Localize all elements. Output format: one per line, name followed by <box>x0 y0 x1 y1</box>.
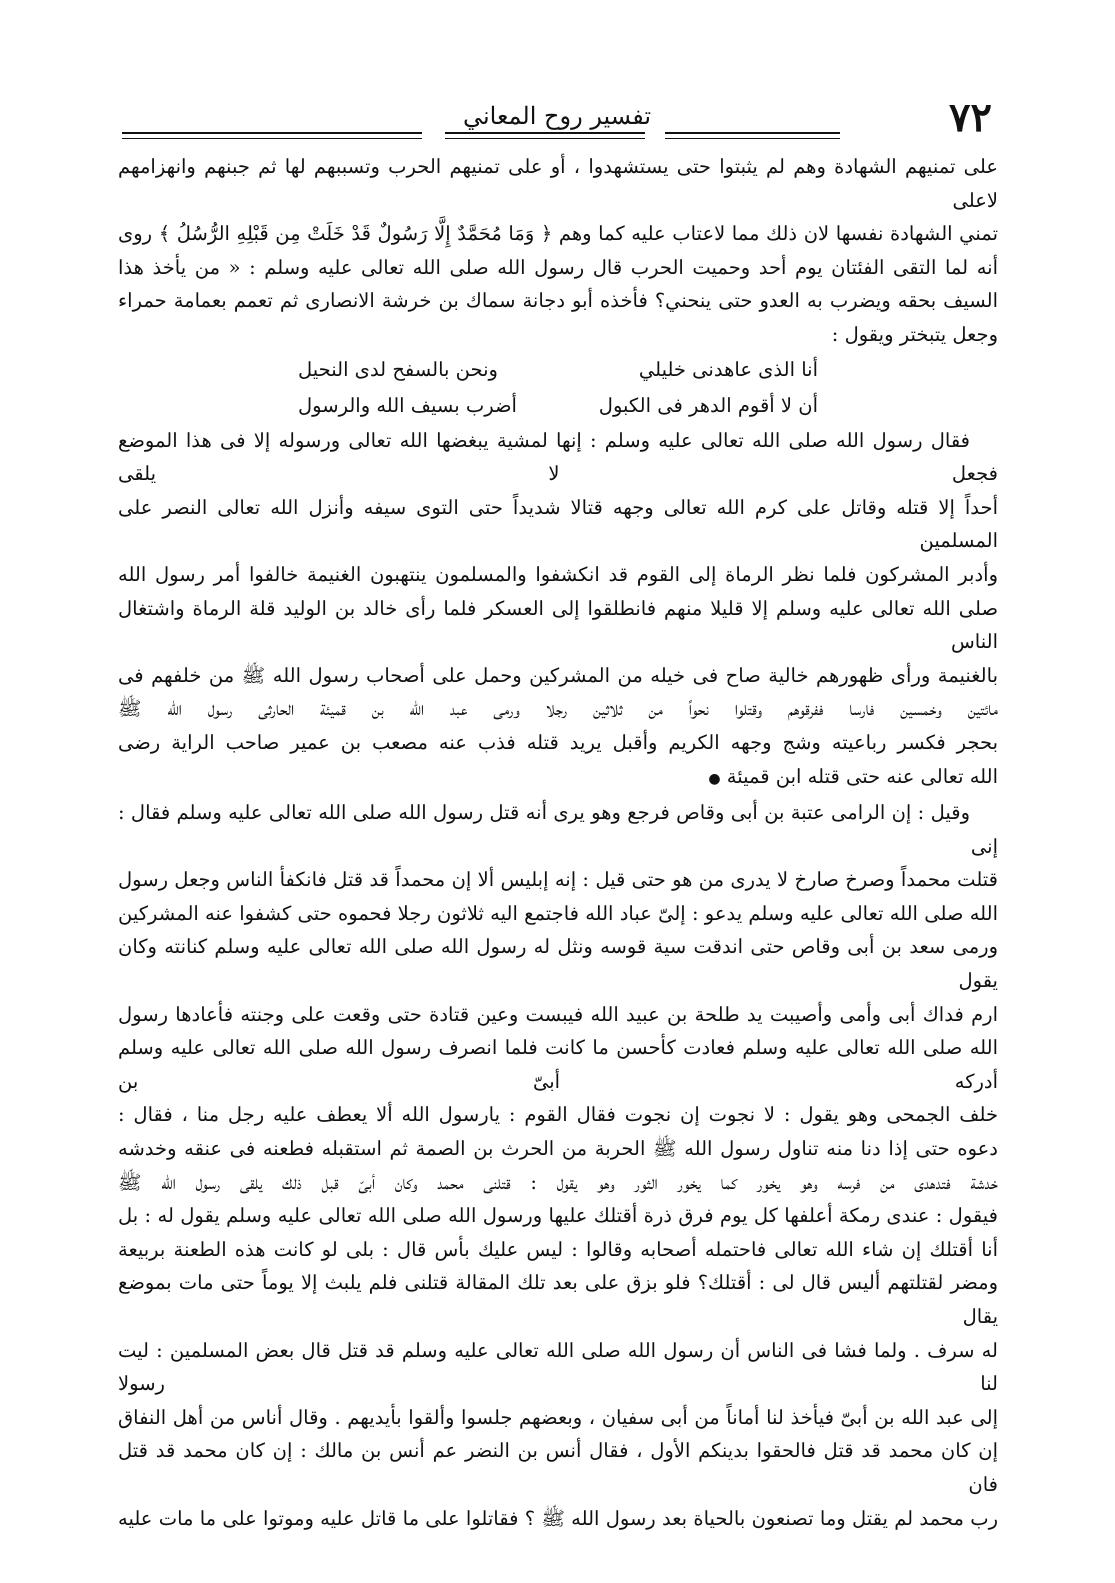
text-line: بالغنيمة ورأى ظهورهم خالية صاح فى خيله من المشركين وحمل على أصحاب رسول الله ﷺ من خلفهم فى <box>118 663 998 687</box>
paragraph-3 <box>118 796 998 1535</box>
text-line: أنا أقتلك إن شاء الله تعالى فاحتمله أصحابه وقالوا : ليس عليك بأس قال : بلى لو كانت هذه الطعنة بربيعة <box>118 1237 998 1261</box>
text-line: الله صلى الله تعالى عليه وسلم يدعو : إلىّ عباد الله فاجتمع اليه ثلاثون رجلا فحموه حتى كشفوا عنه المشركين <box>118 901 998 925</box>
paragraph-2 <box>118 424 998 797</box>
verse-line <box>298 352 818 388</box>
text-line: فقال رسول الله صلى الله تعالى عليه وسلم : إنها لمشية يبغضها الله تعالى ورسوله إلا فى هذا الموضع فجعل لا يلقى <box>118 428 998 486</box>
text-line: تمني الشهادة نفسها لان ذلك مما لاعتاب عليه كما وهم ﴿ وَمَا مُحَمَّدٌ إِلَّا رَسُولٌ قَدْ خَلَتْ مِن قَبْلِهِ الرُّسُلُ ﴾ روى <box>118 222 998 246</box>
text-line: مائتين وخمسين فارسا ففرقوهم وقتلوا نحواً من ثلاثين رجلا ورمى عبد الله بن قميئة الحارثى رسول الله ﷺ <box>118 697 998 721</box>
text-line: إلى عبد الله بن أبىّ فيأخذ لنا أماناً من أبى سفيان ، وبعضهم جلسوا وألقوا بأيديهم . وقال أناس من أهل النفاق <box>118 1405 998 1429</box>
paragraph-1 <box>118 150 998 352</box>
header-rule <box>445 132 645 134</box>
text-line: على تمنيهم الشهادة وهم لم يثبتوا حتى يستشهدوا ، أو على تمنيهم الحرب وتسببهم لها ثم جبنهم وانهزامهم لاعلى <box>118 155 998 212</box>
text-line: له سرف . ولما فشا فى الناس أن رسول الله صلى الله تعالى عليه وسلم قد قتل قال بعض المسلمين : ليت لنا رسولا <box>118 1338 998 1396</box>
verse-hemistich: أضرب بسيف الله والرسول <box>298 393 517 417</box>
end-mark: ● <box>708 770 721 787</box>
text-line: خلف الجمحى وهو يقول : لا نجوت إن نجوت فقال القوم : يارسول الله ألا يعطف عليه رجل منا ، فقال : <box>118 1103 998 1127</box>
page-body <box>118 150 998 1535</box>
text-line: ومضر لقتلتهم أليس قال لى : أقتلك؟ فلو بزق على بعد تلك المقالة قتلنى فلم يلبث إلا يوماً حتى مات بموضع يقال <box>118 1271 998 1328</box>
text-line: فيقول : عندى رمكة أعلفها كل يوم فرق ذرة أقتلك عليها ورسول الله صلى الله تعالى عليه وسلم يقول له : بل <box>118 1204 998 1228</box>
header-rule <box>122 138 422 139</box>
text-line: ورمى سعد بن أبى وقاص حتى اندقت سية قوسه ونثل له رسول الله صلى الله تعالى عليه وسلم كنانته وكان يقول <box>118 935 998 993</box>
text-line: صلى الله تعالى عليه وسلم إلا قليلا منهم فانطلقوا إلى العسكر فلما رأى خالد بن الوليد قلة الرماة واشتغال الناس <box>118 596 998 654</box>
verse-hemistich: أن لا أقوم الدهر فى الكبول <box>598 393 818 417</box>
verse-line <box>298 388 818 424</box>
header-rule <box>665 132 840 134</box>
text-line: أحداً إلا قتله وقاتل على كرم الله تعالى وجهه قتالا شديداً حتى التوى سيفه وأنزل الله تعالى النصر على المسلمين <box>118 495 998 553</box>
page-number: ٧٢ <box>949 94 992 141</box>
text-line: رب محمد لم يقتل وما تصنعون بالحياة بعد رسول الله ﷺ ؟ فقاتلوا على ما قاتل عليه وموتوا على ما مات عليه <box>118 1506 998 1530</box>
text-line: دعوه حتى إذا دنا منه تناول رسول الله ﷺ الحربة من الحرث بن الصمة ثم استقبله فطعنه فى عنقه وخدشه <box>118 1137 998 1161</box>
verse-hemistich: أنا الذى عاهدنى خليلي <box>638 357 818 381</box>
verse-hemistich: ونحن بالسفح لدى النحيل <box>298 357 498 381</box>
text-line: خدشة فتدهدى من فرسه وهو يخور كما يخور الثور وهو يقول : قتلنى محمد وكان أبىّ قبل ذلك يلقى رسول الله ﷺ <box>118 1170 998 1194</box>
text-line: وأدبر المشركون فلما نظر الرماة إلى القوم قد انكشفوا والمسلمون ينتهبون الغنيمة خالفوا أمر رسول الله <box>118 562 998 586</box>
text-line <box>118 760 998 797</box>
text-line: السيف بحقه ويضرب به العدو حتى ينحني؟ فأخذه أبو دجانة سماك بن خرشة الانصارى ثم تعمم بعمامة حمراء <box>118 289 998 313</box>
text-line: أنه لما التقى الفئتان يوم أحد وحميت الحرب قال رسول الله صلى الله تعالى عليه وسلم : « من يأخذ هذا <box>118 255 998 279</box>
text-line: بحجر فكسر رباعيته وشج وجهه الكريم وأقبل يريد قتله فذب عنه مصعب بن عمير صاحب الراية رضى <box>118 730 998 754</box>
text-line: الله صلى الله تعالى عليه وسلم فعادت كأحسن ما كانت فلما انصرف رسول الله صلى الله تعالى عليه وسلم أدركه أبىّ بن <box>118 1036 998 1093</box>
page-header <box>122 92 992 144</box>
text-line: وقيل : إن الرامى عتبة بن أبى وقاص فرجع وهو يرى أنه قتل رسول الله صلى الله تعالى عليه وسلم فقال : إنى <box>118 801 998 858</box>
header-rule <box>122 132 422 134</box>
text-line: ارم فداك أبى وأمى وأصيبت يد طلحة بن عبيد الله فيبست وعين قتادة حتى وقعت على وجنته فأعادها رسول <box>118 1002 998 1026</box>
text-line: وجعل يتبختر ويقول : <box>831 322 998 346</box>
text-line: قتلت محمداً وصرخ صارخ لا يدرى من هو حتى قيل : إنه إبليس ألا إن محمداً قد قتل فانكفأ الناس وجعل رسول <box>118 868 998 892</box>
running-title: تفسير روح المعاني <box>462 102 652 130</box>
poem <box>118 352 998 424</box>
text-line: إن كان محمد قد قتل فالحقوا بدينكم الأول ، فقال أنس بن النضر عم أنس بن مالك : إن كان محمد قد قتل فان <box>118 1439 998 1496</box>
text-line-content: الله تعالى عنه حتى قتله ابن قميئة <box>726 764 998 788</box>
header-rule <box>445 138 645 139</box>
header-rule <box>665 138 840 139</box>
